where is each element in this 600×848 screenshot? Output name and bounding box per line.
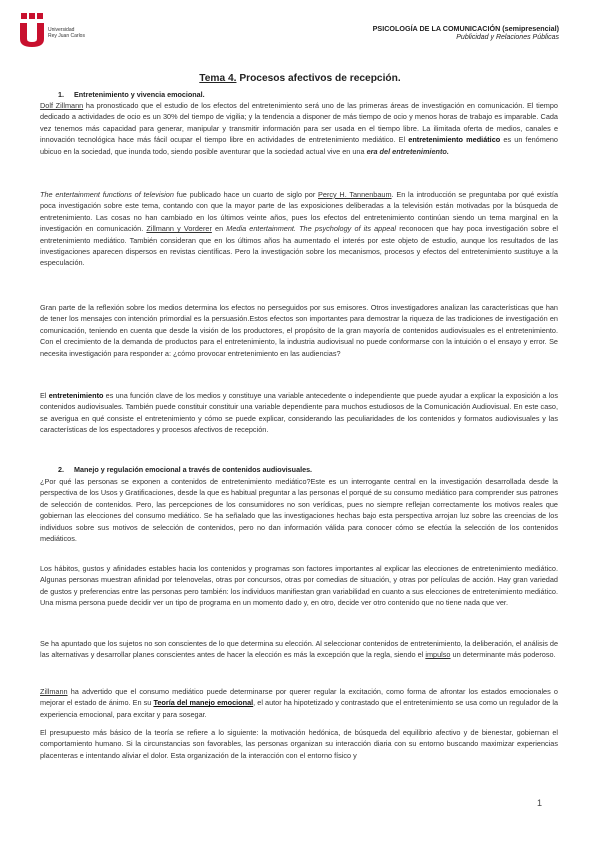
text-run: Se ha apuntado que los sujetos no son conscientes de lo que determina su elección. Al seleccionar contenidos de entretenimiento, la deliberación, el análisis de las alternativas y desarrollar planes conscientes antes de hacer la elección es más la excepción que la regla, siendo el — [40, 639, 559, 660]
logo-line-2: Rey Juan Carlos — [48, 33, 85, 39]
section-label: Entretenimiento y vivencia emocional. — [74, 90, 205, 99]
author-link: Zillmann y Vorderer — [146, 224, 212, 234]
logo-text — [48, 27, 85, 39]
author-link: Dolf Zillmann — [40, 101, 84, 110]
section-heading-1 — [58, 90, 205, 99]
section-number: 1. — [58, 90, 64, 99]
text-run: . En la introducción se preguntaba por qué existía poca investigación sobre este tema, contando con que la mayor parte de las exposiciones deliberadas a la televisión están motivadas por la búsqueda de entretenimiento. Las cosas no han cambiado en los últimos veinte años, pues los efectos del entretenimiento continúan siendo un tema marginal en la investigación en comunicación. — [40, 190, 559, 234]
text-run: en — [211, 224, 227, 234]
paragraph-6: Los hábitos, gustos y afinidades estables hacia los contenidos y programas son factores importantes al explicar las elecciones de entretenimiento mediático. Algunas personas muestran afinidad por telenovelas, otras por concursos, otras por comedias de situación, y otras por películas de acción. Hay gran variedad de gustos y preferencias entre las personas pero también: los individuos manifiestan gran variabilidad en cuanto a sus elecciones de entretenimiento mediático. Una misma persona puede decidir ver un tipo de programa en un momento dado y, en otro, decide ver otro contenido que no tiene nada que ver. — [40, 564, 558, 608]
university-logo — [18, 12, 88, 48]
paragraph-9: El presupuesto más básico de la teoría se refiere a lo siguiente: la motivación hedónica, de búsqueda del equilibrio afectivo y de bienestar, gobiernan el comportamiento humano. Si la circunstancias son favorables, las personas organizan su interacción diaria con su entorno buscando maximizar experiencias placenteras e intentando aliviar el dolor. Esta organización de la interacción con el entorno físico y — [40, 728, 558, 760]
text-run: un determinante más poderoso. — [450, 650, 556, 660]
underlined-term: impulso — [425, 650, 451, 660]
paragraph-5: ¿Por qué las personas se exponen a contenidos de entretenimiento mediático?Este es un interrogante central en la investigación desarrollada desde la perspectiva de los Usos y Gratificaciones, desde la que es habitual preguntar a las personas el porqué de su consumo mediático para comprender sus patrones de selección de contenidos. Pero, las percepciones de los consumidores no son verídicas, pues no siempre reflejan correctamente los motivos reales que gobiernan las elecciones del consumo mediático. Se ha señalado que las investigaciones hechas bajo esta perspectiva arrojan luz sobre las creencias de los individuos sobre sus motivos de selección de contenidos, pero no dan información válida para conocer cómo se efectúa la selección de los contenidos mediáticos. — [40, 477, 558, 544]
paragraph-7 — [40, 638, 558, 661]
text-run: ha advertido que el consumo mediático puede determinarse por querer regular la excitación, como forma de afrontar los estados emocionales o mejorar el estado de ánimo. En su — [40, 687, 558, 708]
degree-name: Publicidad y Relaciones Públicas — [456, 34, 559, 41]
bold-term: entretenimiento mediático — [408, 135, 501, 145]
bold-term: entretenimiento — [48, 391, 104, 400]
bold-italic-term: era del entretenimiento. — [366, 146, 449, 156]
document-title — [0, 73, 600, 84]
course-title: PSICOLOGÍA DE LA COMUNICACIÓN (semipresencial) — [372, 24, 559, 33]
theory-name: Teoría del manejo emocional — [153, 698, 254, 708]
logo-line-1: Universidad — [48, 27, 75, 33]
paragraph-1 — [40, 100, 558, 157]
text-run: reconocen que hay poca investigación sobre el entretenimiento mediático. También consideran que en los últimos años ha aumentado el interés por este objeto de estudio, aunque los resultados de las investigaciones aparecen dispersos en revistas científicas. Pero la investigación sobre los mecanismos, procesos y efectos del entretenimiento sustituye a la especulación. — [40, 224, 559, 268]
book-title: Media entertainment. The psychology of its appeal — [226, 224, 397, 234]
section-heading-2 — [58, 465, 312, 474]
text-run: El — [40, 391, 49, 400]
text-run: ha pronosticado que el estudio de los efectos del entretenimiento será uno de las primeras áreas de investigación en comunicación. El tiempo dedicado a actividades de ocio es un 30% del tiempo de vigilia; y la tendencia a disponer de más tiempo de ocio y menos horas de trabajo es imparable. Cada vez tenemos más capacidad para generar, manipular y transmitir información para ser usada en el tiempo libre. La ilimitada oferta de medios, canales e innovación tecnológica hace más fácil ocupar el tiempo libre en actividades de entretenimiento mediático. El — [40, 101, 558, 145]
paragraph-4 — [40, 390, 558, 436]
section-label: Manejo y regulación emocional a través de contenidos audiovisuales. — [74, 465, 313, 474]
section-number: 2. — [58, 465, 64, 474]
text-run: es un fenómeno ubicuo en la sociedad, que inunda todo, siendo posible aventurar que la sociedad actual vive en una — [40, 135, 558, 156]
text-run: , el autor ha hipotetizado y contrastado que el entretenimiento se usa como un regulador de la experiencia emocional, para excitar y para sosegar. — [40, 698, 558, 719]
paragraph-3: Gran parte de la reflexión sobre los medios determina los efectos no perseguidos por sus emisores. Otros investigadores analizan las características que han de tener los mensajes con intención primordial es la persuasión.Estos efectos son importantes para demostrar la riqueza de las tradiciones de investigación en comunicación, teniendo en cuenta que desde la visión de los productores, el propósito de la gran mayoría de contenidos audiovisuales es el entretenimiento. Con el crecimiento de la demanda de productos para el entretenimiento, la industria audiovisual no puede conformarse con la intuición o el ensayo y error. Se necesita investigación para responder a: ¿cómo provocar entretenimiento en las audiencias? — [40, 303, 558, 358]
title-topic-number: Tema 4. — [199, 73, 237, 84]
title-text: Procesos afectivos de recepción. — [236, 73, 401, 84]
page-number: 1 — [536, 798, 542, 808]
author-link: Percy H. Tannenbaum — [318, 190, 392, 199]
text-run: fue publicado hace un cuarto de siglo por — [173, 190, 319, 199]
book-title: The entertainment functions of television — [40, 190, 174, 199]
author-link: Zillmann — [40, 687, 68, 696]
paragraph-8 — [40, 686, 558, 720]
text-run: es una función clave de los medios y constituye una variable antecedente o independiente que puede ayudar a explicar la exposición a los contenidos audiovisuales. También puede constituir constituir una variable dependiente para muchos estudiosos de la Comunicación Audiovisual. En este caso, se averigua en qué consiste el entretenimiento y cómo se puede explicar, considerando las peculiaridades de los contenidos y formatos audiovisuales y las características de los espectadores y procesos afectivos de recepción. — [40, 391, 558, 435]
paragraph-2 — [40, 189, 558, 269]
university-logo-mark — [18, 12, 46, 48]
